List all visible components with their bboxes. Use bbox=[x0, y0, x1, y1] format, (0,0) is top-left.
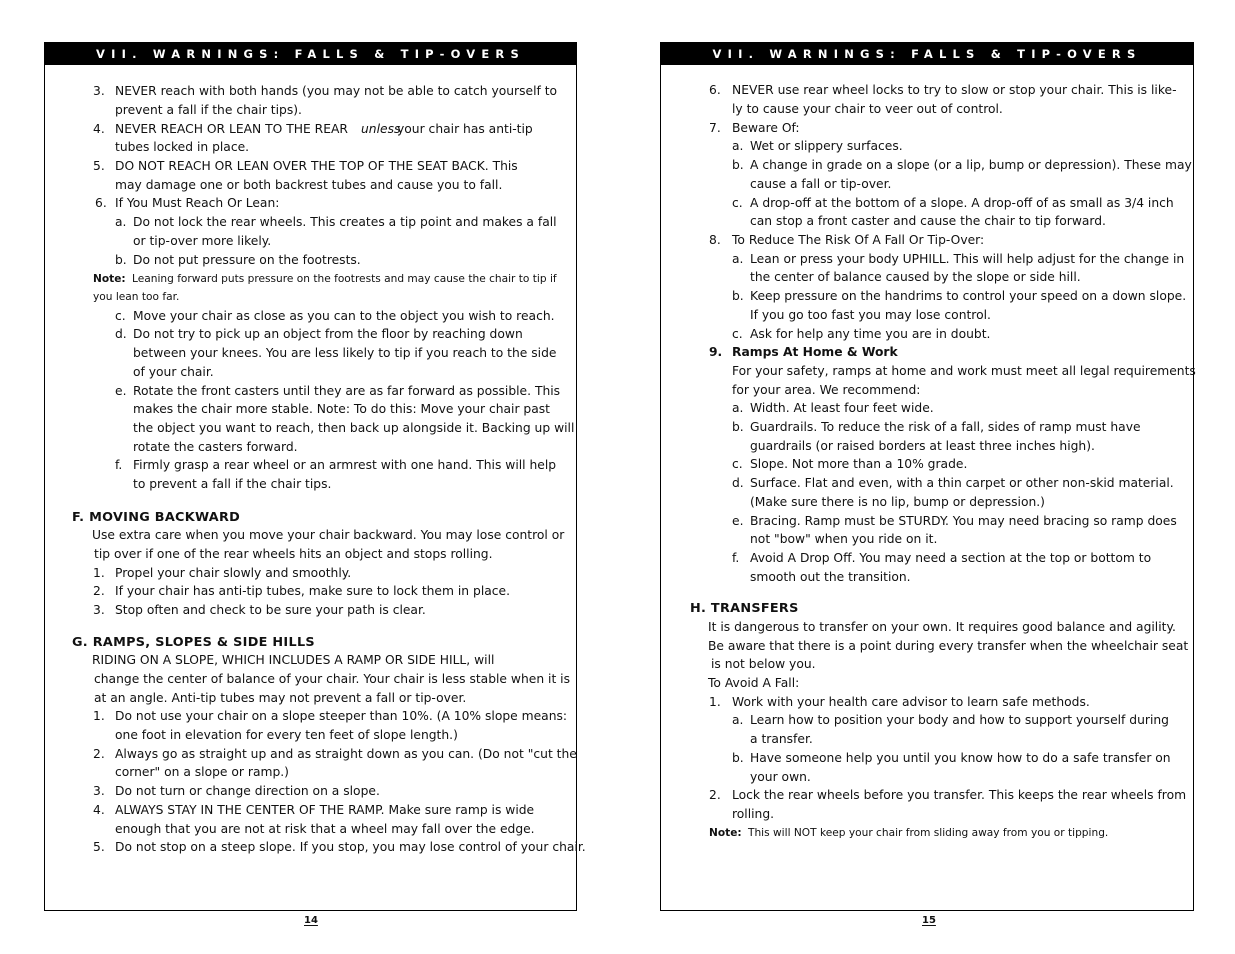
text-line: c. bbox=[732, 457, 743, 471]
page-number: 14 bbox=[304, 915, 318, 926]
text-line: tubes locked in place. bbox=[115, 140, 250, 154]
text-line: the object you want to reach, then back up alongside it. Backing up will bbox=[133, 421, 575, 435]
text-line: between your knees. You are less likely to tip if you reach to the side bbox=[133, 346, 557, 360]
text-line: Firmly grasp a rear wheel or an armrest with one hand. This will help bbox=[133, 458, 557, 472]
text-line: F. MOVING BACKWARD bbox=[72, 510, 241, 525]
text-line: Do not turn or change direction on a slope. bbox=[115, 784, 380, 798]
text-line: Surface. Flat and even, with a thin carpet or other non-skid material. bbox=[750, 476, 1174, 490]
text-line: b. bbox=[732, 289, 744, 303]
text-line: smooth out the transition. bbox=[750, 570, 911, 584]
text-line: 1. bbox=[709, 695, 721, 709]
text-line: one foot in elevation for every ten feet of slope length.) bbox=[115, 728, 458, 742]
text-line: Have someone help you until you know how to do a safe transfer on bbox=[750, 751, 1171, 765]
section-header: VII. WARNINGS: FALLS & TIP-OVERS bbox=[661, 43, 1193, 65]
text-line: or tip-over more likely. bbox=[133, 234, 272, 248]
text-line: 2. bbox=[93, 747, 105, 761]
text-line: Lean or press your body UPHILL. This will help adjust for the change in bbox=[750, 252, 1185, 266]
text-line: d. bbox=[732, 476, 744, 490]
text-line: f. bbox=[732, 551, 740, 565]
text-line: 1. bbox=[93, 709, 105, 723]
text-line: Leaning forward puts pressure on the footrests and may cause the chair to tip if bbox=[132, 273, 557, 285]
text-line: Beware Of: bbox=[732, 121, 800, 135]
text-line: Ask for help any time you are in doubt. bbox=[750, 327, 991, 341]
text-line: a. bbox=[115, 215, 127, 229]
text-line: 2. bbox=[709, 788, 721, 802]
text-line: enough that you are not at risk that a wheel may fall over the edge. bbox=[115, 822, 535, 836]
text-line: Always go as straight up and as straight down as you can. (Do not "cut the bbox=[115, 747, 577, 761]
text-line: Stop often and check to be sure your path is clear. bbox=[115, 603, 426, 617]
text-line: guardrails (or raised borders at least three inches high). bbox=[750, 439, 1095, 453]
text-line: If you go too fast you may lose control. bbox=[750, 308, 991, 322]
text-line: To Avoid A Fall: bbox=[708, 676, 800, 690]
text-line: Do not lock the rear wheels. This creates a tip point and makes a fall bbox=[133, 215, 557, 229]
text-line: 7. bbox=[709, 121, 721, 135]
text-line: cause a fall or tip-over. bbox=[750, 177, 892, 191]
text-line: 2. bbox=[93, 584, 105, 598]
text-line: c. bbox=[732, 327, 743, 341]
text-line: Do not use your chair on a slope steeper than 10%. (A 10% slope means: bbox=[115, 709, 568, 723]
text-line: NEVER use rear wheel locks to try to slow or stop your chair. This is like- bbox=[732, 83, 1177, 97]
text-line: To Reduce The Risk Of A Fall Or Tip-Over: bbox=[732, 233, 985, 247]
text-line: a. bbox=[732, 713, 744, 727]
text-line: Ramps At Home & Work bbox=[732, 345, 898, 359]
text-line: Rotate the front casters until they are as far forward as possible. This bbox=[133, 384, 561, 398]
text-line: Work with your health care advisor to learn safe methods. bbox=[732, 695, 1090, 709]
text-line: b. bbox=[732, 420, 744, 434]
text-line: b. bbox=[115, 253, 127, 267]
text-line: e. bbox=[115, 384, 127, 398]
text-line: RIDING ON A SLOPE, WHICH INCLUDES A RAMP OR SIDE HILL, will bbox=[92, 653, 495, 667]
text-line: at an angle. Anti-tip tubes may not prevent a fall or tip-over. bbox=[94, 691, 467, 705]
text-line: change the center of balance of your chair. Your chair is less stable when it is bbox=[94, 672, 570, 686]
text-line: 1. bbox=[93, 566, 105, 580]
text-line: Wet or slippery surfaces. bbox=[750, 139, 903, 153]
text-line: 5. bbox=[93, 840, 105, 854]
text-line: Move your chair as close as you can to the object you wish to reach. bbox=[133, 309, 555, 323]
text-line: (Make sure there is no lip, bump or depression.) bbox=[750, 495, 1045, 509]
text-line: may damage one or both backrest tubes and cause you to fall. bbox=[115, 178, 503, 192]
text-line: Propel your chair slowly and smoothly. bbox=[115, 566, 352, 580]
text-line: Slope. Not more than a 10% grade. bbox=[750, 457, 968, 471]
text-line: makes the chair more stable. Note: To do this: Move your chair past bbox=[133, 402, 550, 416]
section-header: VII. WARNINGS: FALLS & TIP-OVERS bbox=[45, 43, 576, 65]
text-line: DO NOT REACH OR LEAN OVER THE TOP OF THE SEAT BACK. This bbox=[115, 159, 518, 173]
text-line: If You Must Reach Or Lean: bbox=[115, 196, 280, 210]
text-line: Note: bbox=[93, 273, 126, 285]
text-line: the center of balance caused by the slope or side hill. bbox=[750, 270, 1081, 284]
text-line: tip over if one of the rear wheels hits an object and stops rolling. bbox=[94, 547, 493, 561]
text-line: for your area. We recommend: bbox=[732, 383, 921, 397]
text-line: NEVER REACH OR LEAN TO THE REAR bbox=[115, 122, 348, 136]
text-line: ly to cause your chair to veer out of control. bbox=[732, 102, 1003, 116]
text-line: A drop-off at the bottom of a slope. A drop-off of as small as 3/4 inch bbox=[750, 196, 1174, 210]
text-line: Keep pressure on the handrims to control your speed on a down slope. bbox=[750, 289, 1187, 303]
text-line: 6. bbox=[709, 83, 721, 97]
text-line: Be aware that there is a point during every transfer when the wheelchair seat bbox=[708, 639, 1189, 653]
text-line: H. TRANSFERS bbox=[690, 601, 799, 616]
text-line: rolling. bbox=[732, 807, 775, 821]
text-line: a. bbox=[732, 401, 744, 415]
text-line: is not below you. bbox=[711, 657, 816, 671]
text-line: a. bbox=[732, 139, 744, 153]
text-line: corner" on a slope or ramp.) bbox=[115, 765, 289, 779]
text-line: ALWAYS STAY IN THE CENTER OF THE RAMP. Make sure ramp is wide bbox=[115, 803, 535, 817]
text-line: a. bbox=[732, 252, 744, 266]
text-line: to prevent a fall if the chair tips. bbox=[133, 477, 332, 491]
text-line: Note: bbox=[709, 827, 742, 839]
text-line: If your chair has anti-tip tubes, make sure to lock them in place. bbox=[115, 584, 511, 598]
text-line: 4. bbox=[93, 122, 105, 136]
text-line: Do not put pressure on the footrests. bbox=[133, 253, 361, 267]
text-line: b. bbox=[732, 751, 744, 765]
text-line: G. RAMPS, SLOPES & SIDE HILLS bbox=[72, 635, 315, 650]
text-line: 5. bbox=[93, 159, 105, 173]
text-line: 3. bbox=[93, 84, 105, 98]
page-number: 15 bbox=[922, 915, 936, 926]
text-line: rotate the casters forward. bbox=[133, 440, 298, 454]
text-line: not "bow" when you ride on it. bbox=[750, 532, 938, 546]
text-line: your chair has anti-tip bbox=[397, 122, 533, 136]
text-line: you lean too far. bbox=[93, 291, 180, 303]
text-line: Use extra care when you move your chair backward. You may lose control or bbox=[92, 528, 565, 542]
text-line: f. bbox=[115, 458, 123, 472]
text-line: Guardrails. To reduce the risk of a fall, sides of ramp must have bbox=[750, 420, 1141, 434]
text-line: a transfer. bbox=[750, 732, 813, 746]
text-line: Do not try to pick up an object from the floor by reaching down bbox=[133, 327, 523, 341]
text-line: Learn how to position your body and how to support yourself during bbox=[750, 713, 1169, 727]
text-line: can stop a front caster and cause the chair to tip forward. bbox=[750, 214, 1106, 228]
text-line: Width. At least four feet wide. bbox=[750, 401, 934, 415]
text-line: 8. bbox=[709, 233, 721, 247]
text-line: 3. bbox=[93, 784, 105, 798]
text-line: Avoid A Drop Off. You may need a section at the top or bottom to bbox=[750, 551, 1152, 565]
text-line: 9. bbox=[709, 345, 723, 359]
text-line: It is dangerous to transfer on your own. It requires good balance and agility. bbox=[708, 620, 1176, 634]
text-line: NEVER reach with both hands (you may not be able to catch yourself to bbox=[115, 84, 558, 98]
text-line: prevent a fall if the chair tips). bbox=[115, 103, 302, 117]
text-line: b. bbox=[732, 158, 744, 172]
text-line: of your chair. bbox=[133, 365, 214, 379]
text-line: e. bbox=[732, 514, 744, 528]
text-line: For your safety, ramps at home and work must meet all legal requirements bbox=[732, 364, 1196, 378]
text-line: Do not stop on a steep slope. If you stop, you may lose control of your chair. bbox=[115, 840, 586, 854]
text-line: c. bbox=[732, 196, 743, 210]
text-line: 6. bbox=[95, 196, 107, 210]
text-line: Lock the rear wheels before you transfer. This keeps the rear wheels from bbox=[732, 788, 1187, 802]
text-line: This will NOT keep your chair from sliding away from you or tipping. bbox=[748, 827, 1109, 839]
text-line: your own. bbox=[750, 770, 811, 784]
text-line: A change in grade on a slope (or a lip, bump or depression). These may bbox=[750, 158, 1192, 172]
text-line: 3. bbox=[93, 603, 105, 617]
text-line: unless bbox=[361, 122, 401, 136]
text-line: c. bbox=[115, 309, 126, 323]
text-line: d. bbox=[115, 327, 127, 341]
text-line: 4. bbox=[93, 803, 105, 817]
text-line: Bracing. Ramp must be STURDY. You may need bracing so ramp does bbox=[750, 514, 1177, 528]
